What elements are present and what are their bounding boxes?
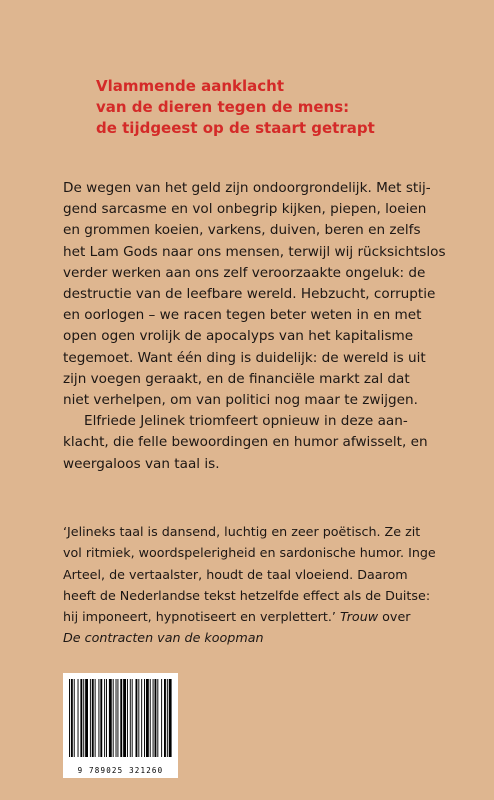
barcode-bar [136, 679, 138, 757]
barcode-bar [150, 679, 151, 757]
barcode-bar [167, 679, 168, 757]
barcode-bar [78, 679, 79, 757]
quote-line [63, 627, 433, 648]
barcode-bar [144, 679, 145, 757]
barcode-bar [127, 679, 128, 757]
barcode-bar [90, 679, 91, 757]
headline-line: van de dieren tegen de mens: [96, 98, 350, 116]
barcode-bar [120, 679, 122, 757]
barcode-bar [169, 679, 172, 757]
barcode-bar [92, 679, 94, 757]
blurb-line: en oorlogen – we racen tegen beter weten in en met [63, 307, 422, 324]
blurb-line: weergaloos van taal is. [63, 455, 220, 472]
barcode-bar [71, 679, 73, 757]
headline-line: de tijdgeest op de staart getrapt [96, 119, 375, 137]
barcode-bar [138, 679, 139, 757]
barcode-bar [116, 679, 117, 757]
blurb-line: tegemoet. Want één ding is duidelijk: de wereld is uit [63, 349, 426, 366]
quote-line [63, 606, 433, 627]
barcode-bar [109, 679, 112, 757]
barcode-bar [100, 679, 102, 757]
barcode [63, 673, 178, 778]
quote-line: ‘Jelineks taal is dansend, luchtig en zeer poëtisch. Ze zit [63, 524, 421, 539]
quote-text: hij imponeert, hypnotiseert en verplettert.’ [63, 609, 336, 625]
barcode-bar [161, 679, 162, 757]
barcode-bar [98, 679, 99, 757]
barcode-bar [132, 679, 133, 757]
barcode-bar [69, 679, 70, 757]
barcode-bar [74, 679, 75, 757]
quote-line: vol ritmiek, woordspelerigheid en sardonische humor. Inge [63, 545, 436, 561]
isbn-number: 9 789025 321260 [77, 766, 164, 775]
barcode-bar [85, 679, 88, 757]
barcode-bar [164, 679, 166, 757]
quote-line: Arteel, de vertaalster, houdt de taal vloeiend. Daarom [63, 566, 408, 582]
barcode-bar [95, 679, 96, 757]
barcode-bars [63, 673, 178, 761]
barcode-bar [157, 679, 158, 757]
blurb [63, 178, 446, 475]
blurb-line: verder werken aan ons zelf veroorzaakte ongeluk: de [63, 264, 426, 281]
quote-source: Trouw [339, 609, 379, 625]
blurb-line: destructie van de leefbare wereld. Hebzucht, corruptie [63, 286, 436, 303]
barcode-bar [141, 679, 142, 757]
blurb-line: open ogen vrolijk de apocalyps van het kapitalisme [63, 328, 414, 345]
headline [96, 76, 476, 139]
review-quote [63, 521, 436, 649]
barcode-bar [146, 679, 149, 757]
blurb-line: gend sarcasme en vol onbegrip kijken, piepen, loeien [63, 201, 427, 218]
blurb-line: en grommen koeien, varkens, duiven, beren en zelfs [63, 222, 421, 239]
blurb-line: De wegen van het geld zijn ondoorgrondelijk. Met stij- [63, 180, 431, 196]
barcode-bar [80, 679, 82, 757]
blurb-line: klacht, die felle bewoordingen en humor afwisselt, en [63, 434, 428, 451]
quote-line: heeft de Nederlandse tekst hetzelfde effect als de Duitse: [63, 587, 431, 603]
barcode-bar [106, 679, 107, 757]
blurb-line: zijn voegen geraakt, en de financiële markt zal dat [63, 370, 410, 387]
barcode-bar [153, 679, 154, 757]
quote-book-title: De contracten van de koopman [63, 630, 264, 646]
barcode-bar [130, 679, 131, 757]
headline-line: Vlammende aanklacht [96, 77, 285, 95]
barcode-bar [113, 679, 114, 757]
blurb-line: Elfriede Jelinek triomfeert opnieuw in deze aan- [84, 413, 408, 430]
barcode-bar [123, 679, 126, 757]
quote-connector: over [382, 609, 411, 625]
blurb-line: het Lam Gods naar ons mensen, terwijl wij rücksichtslos [63, 243, 446, 260]
blurb-line: niet verhelpen, om van politici nog maar te zwijgen. [63, 392, 418, 409]
barcode-bar [117, 679, 118, 757]
barcode-bar [155, 679, 157, 757]
barcode-bar [83, 679, 84, 757]
barcode-bar [104, 679, 105, 757]
